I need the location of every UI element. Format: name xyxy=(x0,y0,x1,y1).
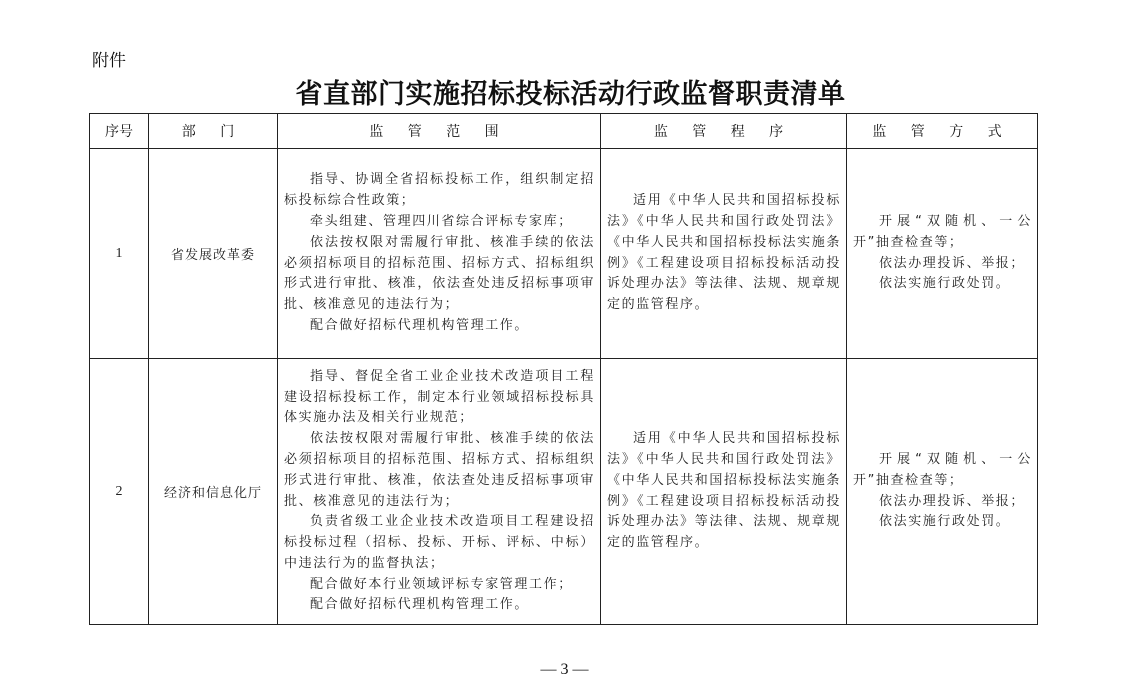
row-procedure xyxy=(601,149,847,359)
row-procedure xyxy=(601,359,847,625)
header-scope: 监 管 范 围 xyxy=(278,114,601,149)
table-row xyxy=(90,149,1038,359)
page-number: — 3 — xyxy=(540,661,589,678)
attachment-label: 附件 xyxy=(92,51,126,71)
row-method xyxy=(847,359,1038,625)
scope-item: 配合做好招标代理机构管理工作。 xyxy=(310,317,530,333)
header-dept: 部 门 xyxy=(149,114,278,149)
scope-item: 配合做好本行业领域评标专家管理工作； xyxy=(310,576,573,592)
header-seq: 序号 xyxy=(90,114,149,149)
procedure-item: 适用《中华人民共和国招标投标法》《中华人民共和国行政处罚法》《中华人民共和国招标投标法实施条例》《工程建设项目招标投标活动投诉处理办法》等法律、法规、规章规定的监管程序。 xyxy=(607,193,841,313)
row-method xyxy=(847,149,1038,359)
scope-item: 指导、督促全省工业企业技术改造项目工程建设招标投标工作，制定本行业领域招标投标具体实施办法及相关行业规范； xyxy=(284,368,595,426)
scope-item: 配合做好招标代理机构管理工作。 xyxy=(310,597,530,613)
row-seq: 2 xyxy=(90,359,149,625)
header-procedure: 监 管 程 序 xyxy=(601,114,847,149)
row-scope xyxy=(278,359,601,625)
table-header-row xyxy=(90,114,1038,149)
row-seq: 1 xyxy=(90,149,149,359)
scope-item: 依法按权限对需履行审批、核准手续的依法必须招标项目的招标范围、招标方式、招标组织形式进行审批、核准，依法查处违反招标事项审批、核准意见的违法行为； xyxy=(284,431,595,509)
row-dept: 省发展改革委 xyxy=(149,149,278,359)
procedure-item: 适用《中华人民共和国招标投标法》《中华人民共和国行政处罚法》《中华人民共和国招标投标法实施条例》《工程建设项目招标投标活动投诉处理办法》等法律、法规、规章规定的监管程序。 xyxy=(607,431,841,551)
row-dept: 经济和信息化厅 xyxy=(149,359,278,625)
scope-item: 依法按权限对需履行审批、核准手续的依法必须招标项目的招标范围、招标方式、招标组织形式进行审批、核准，依法查处违反招标事项审批、核准意见的违法行为； xyxy=(284,234,595,313)
responsibility-table xyxy=(89,113,1038,625)
method-item: 依法实施行政处罚。 xyxy=(879,276,1011,292)
table-row xyxy=(90,359,1038,625)
method-item: 依法办理投诉、举报； xyxy=(879,255,1026,271)
method-item: 开展“双随机、一公开”抽查检查等； xyxy=(853,451,1032,488)
header-method: 监 管 方 式 xyxy=(847,114,1038,149)
method-item: 依法实施行政处罚。 xyxy=(879,514,1011,530)
scope-item: 负责省级工业企业技术改造项目工程建设招标投标过程（招标、投标、开标、评标、中标）中违法行为的监督执法； xyxy=(284,514,595,571)
method-item: 依法办理投诉、举报； xyxy=(879,493,1026,509)
document-title: 省直部门实施招标投标活动行政监督职责清单 xyxy=(295,79,846,110)
row-scope xyxy=(278,149,601,359)
scope-item: 指导、协调全省招标投标工作，组织制定招标投标综合性政策； xyxy=(284,172,595,209)
method-item: 开展“双随机、一公开”抽查检查等； xyxy=(853,213,1032,250)
scope-item: 牵头组建、管理四川省综合评标专家库； xyxy=(310,213,573,229)
